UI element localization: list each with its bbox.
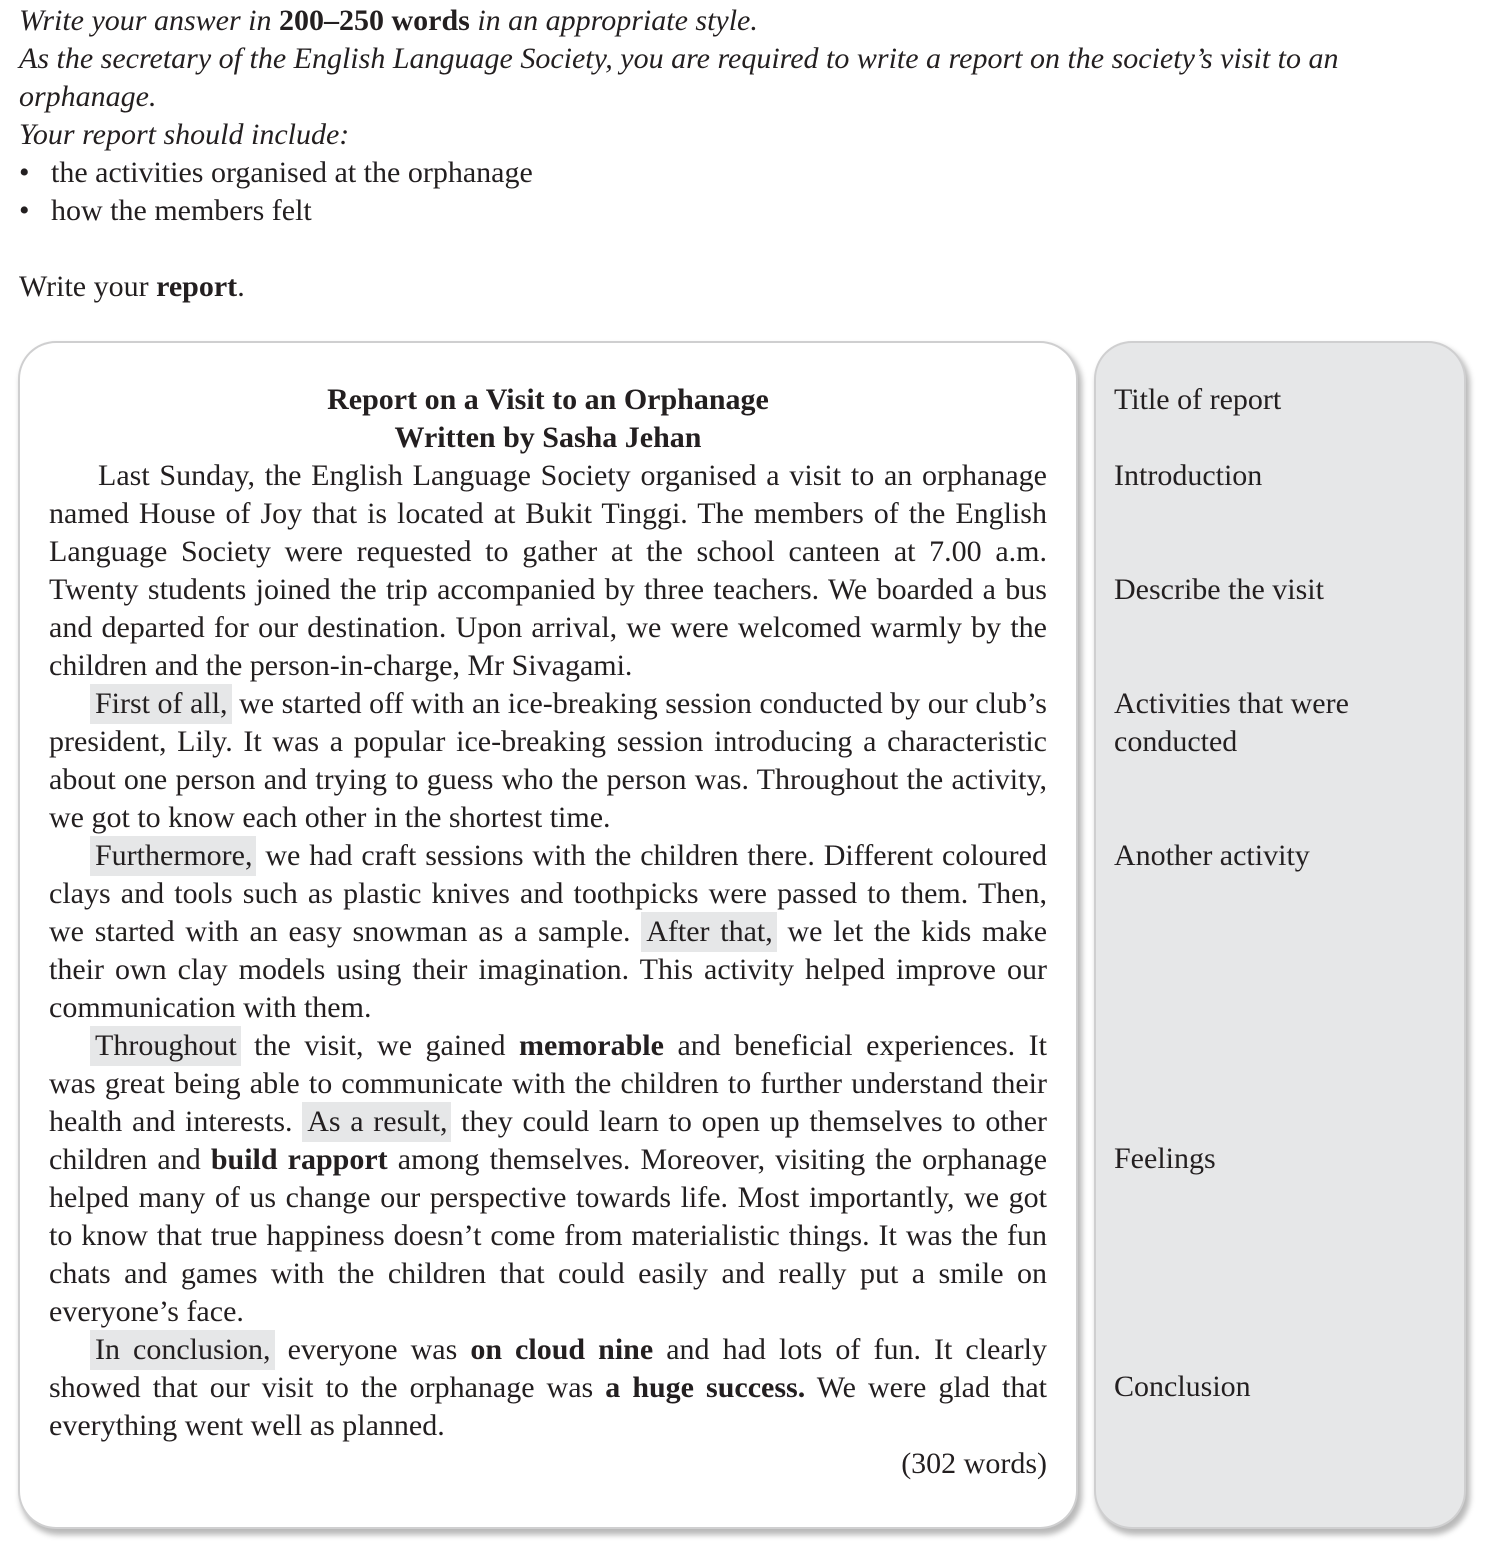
include-heading: Your report should include:	[19, 118, 350, 151]
highlighted-connector: Throughout	[90, 1026, 241, 1066]
sidebar-label-activities: Activities that were conducted	[1114, 687, 1349, 758]
bold-phrase: build rapport	[210, 1143, 388, 1176]
highlighted-connector: In conclusion,	[90, 1330, 275, 1370]
paragraph-activity-1: First of all, we started off with an ice-breaking session conducted by our club’s president, Lily. It was a popular ice-breaking session introducing a characteristic about one person and trying to guess who the person was. Throughout the activity, we got to know each other in the shortest time.	[49, 685, 1047, 837]
sidebar-label-title: Title of report	[1114, 383, 1282, 416]
write-prompt: Write your report.	[19, 270, 245, 303]
paragraph-activity-2: Furthermore, we had craft sessions with the children there. Different coloured clays and tools such as plastic knives and toothpicks were passed to them. Then, we started with an easy snowman as a sample. After that, we let the kids make their own clay models using their imagination. This activity helped improve our communication with them.	[49, 837, 1047, 1027]
report-title: Report on a Visit to an Orphanage	[327, 383, 769, 416]
sidebar-label-describe-visit: Describe the visit	[1114, 573, 1324, 606]
paragraph-introduction: Last Sunday, the English Language Society organised a visit to an orphanage named House of Joy that is located at Bukit Tinggi. The members of the English Language Society were requested to gather at the school canteen at 7.00 a.m. Twenty students joined the trip accompanied by three teachers. We boarded a bus and departed for our destination. Upon arrival, we were welcomed warmly by the children and the person-in-charge, Mr Sivagami.	[49, 459, 1047, 682]
list-item: • the activities organised at the orphanage	[19, 154, 1459, 192]
highlighted-connector: First of all,	[90, 684, 232, 724]
report-keyword: report	[156, 270, 238, 303]
list-item: • how the members felt	[19, 192, 1459, 230]
report-body	[49, 381, 1047, 1483]
structure-sidebar	[1096, 343, 1464, 1527]
report-author: Written by Sasha Jehan	[394, 421, 702, 454]
task-description: As the secretary of the English Language Society, you are required to write a report on the society’s visit to an orphanage.	[19, 42, 1339, 113]
word-count: (302 words)	[901, 1447, 1047, 1480]
paragraph-feelings: Throughout the visit, we gained memorable and beneficial experiences. It was great being able to communicate with the children to further understand their health and interests. As a result, they could learn to open up themselves to other children and build rapport among themselves. Moreover, visiting the orphanage helped many of us change our perspective towards life. Most importantly, we got to know that true happiness doesn’t come from materialistic things. It was the fun chats and games with the children that could easily and really put a smile on everyone’s face.	[49, 1027, 1047, 1331]
task-instructions	[19, 2, 1459, 306]
bold-phrase: memorable	[519, 1029, 664, 1062]
sidebar-label-conclusion: Conclusion	[1114, 1370, 1251, 1403]
sample-report-card	[20, 343, 1076, 1527]
sidebar-label-another-activity: Another activity	[1114, 839, 1310, 872]
highlighted-connector: After that,	[641, 912, 777, 952]
include-list	[19, 154, 1459, 230]
sidebar-label-introduction: Introduction	[1114, 459, 1263, 492]
word-limit-instruction: Write your answer in 200–250 words in an appropriate style.	[19, 4, 758, 37]
sidebar-label-feelings: Feelings	[1114, 1142, 1216, 1175]
bold-phrase: a huge success.	[605, 1371, 806, 1404]
highlighted-connector: As a result,	[302, 1102, 451, 1142]
word-limit: 200–250 words	[279, 4, 470, 37]
paragraph-conclusion: In conclusion, everyone was on cloud nine and had lots of fun. It clearly showed that our visit to the orphanage was a huge success. We were glad that everything went well as planned.	[49, 1331, 1047, 1445]
highlighted-connector: Furthermore,	[90, 836, 256, 876]
bold-phrase: on cloud nine	[470, 1333, 654, 1366]
